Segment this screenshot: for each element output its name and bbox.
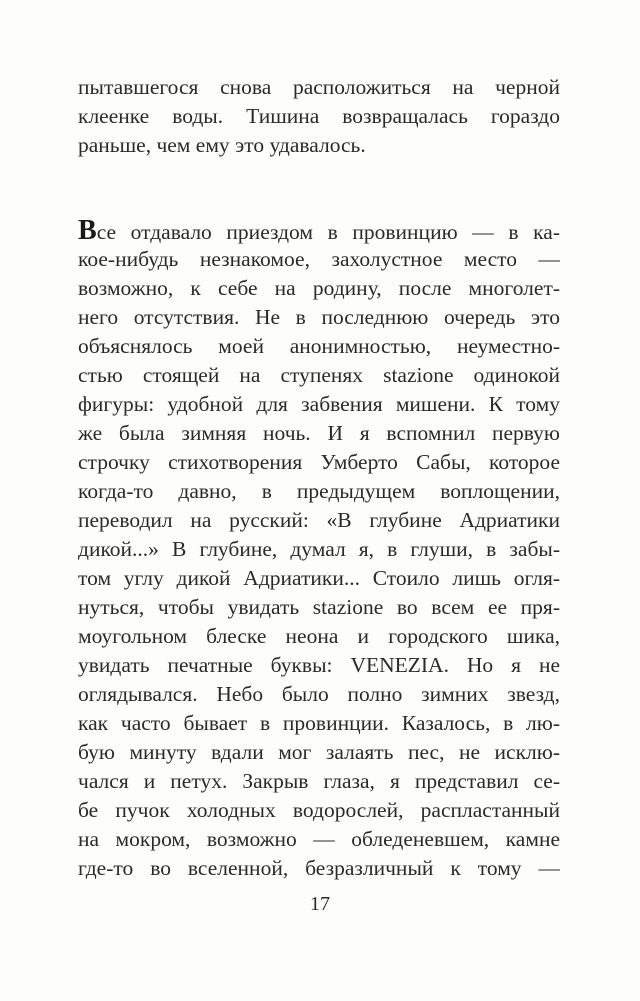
text-line: когда-то давно, в предыдущем воплощении, xyxy=(78,479,560,503)
initial-letter: В xyxy=(78,216,97,245)
text-line: том углу дикой Адриатики... Стоило лишь огля- xyxy=(78,566,560,590)
text-line: дикой...» В глубине, думал я, в глуши, в забы- xyxy=(78,537,560,561)
text-line: строчку стихотворения Умберто Сабы, которое xyxy=(78,450,560,474)
text-line: чался и петух. Закрыв глаза, я представил се- xyxy=(78,769,560,793)
text-line: него отсутствия. Не в последнюю очередь это xyxy=(78,305,560,329)
text-line: нуться, чтобы увидать stazione во всем ее пря- xyxy=(78,595,560,619)
text-line: клеенке воды. Тишина возвращалась гораздо xyxy=(78,104,560,128)
text-line: раньше, чем ему это удавалось. xyxy=(78,133,366,157)
text-line-rest: се отдавало приездом в провинцию — в ка- xyxy=(96,220,560,244)
text-line: объяснялось моей анонимностью, неуместно- xyxy=(78,334,560,358)
text-line: же была зимняя ночь. И я вспомнил первую xyxy=(78,421,560,445)
text-line: переводил на русский: «В глубине Адриатики xyxy=(78,508,560,532)
text-line: бе пучок холодных водорослей, распластанный xyxy=(78,798,560,822)
text-line: фигуры: удобной для забвения мишени. К тому xyxy=(78,392,560,416)
page-number: 17 xyxy=(310,893,330,915)
text-line: бую минуту вдали мог залаять пес, не исклю- xyxy=(78,740,560,764)
text-line: оглядывался. Небо было полно зимних звезд, xyxy=(78,682,560,706)
text-line: пытавшегося снова расположиться на черной xyxy=(78,75,560,99)
text-line: увидать печатные буквы: VENEZIA. Но я не xyxy=(78,653,560,677)
text-line: как часто бывает в провинции. Казалось, в лю- xyxy=(78,711,560,735)
text-line: возможно, к себе на родину, после многолет- xyxy=(78,276,560,300)
text-line: на мокром, возможно — обледеневшем, камне xyxy=(78,827,560,851)
text-line: моугольном блеске неона и городского шика, xyxy=(78,624,560,648)
paragraph-main xyxy=(78,216,560,883)
paragraph-continuation xyxy=(78,73,560,160)
text-line: где-то во вселенной, безразличный к тому — xyxy=(78,856,560,880)
text-line: кое-нибудь незнакомое, захолустное место — xyxy=(78,247,560,271)
text-line xyxy=(78,216,560,245)
text-line: стью стоящей на ступенях stazione одинокой xyxy=(78,363,560,387)
